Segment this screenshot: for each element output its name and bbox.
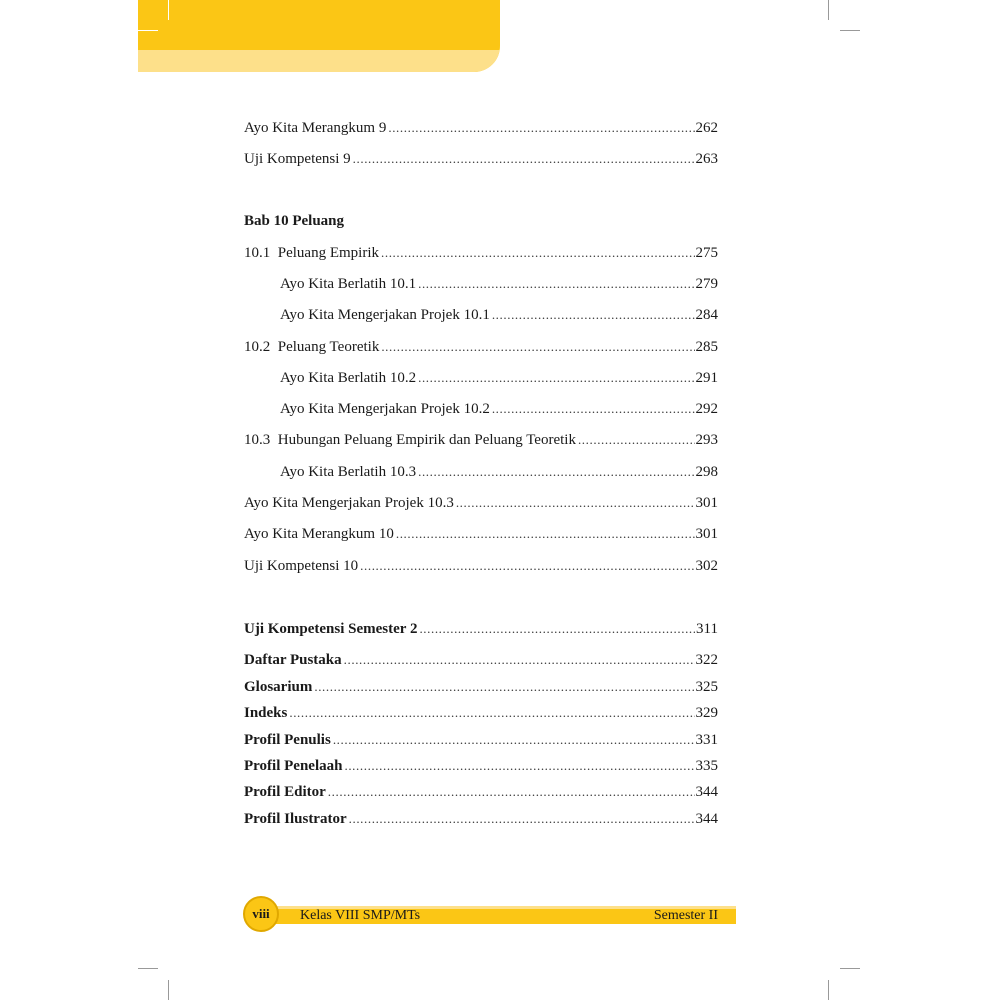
toc-entry-label: Ayo Kita Merangkum 10: [244, 526, 394, 542]
toc-entry-label: 10.1 Peluang Empirik: [244, 245, 379, 261]
toc-leader-dots: [419, 619, 695, 639]
toc-leader-dots: [381, 337, 694, 357]
toc-entry: [244, 756, 718, 776]
crop-mark: [828, 0, 829, 20]
toc-entry-label: Daftar Pustaka: [244, 652, 342, 668]
toc-entry-page: 284: [695, 307, 718, 323]
toc-entry-label: Ayo Kita Berlatih 10.3: [280, 464, 417, 480]
toc-entry-label: Ayo Kita Berlatih 10.1: [280, 276, 417, 292]
toc-entry-label: Glosarium: [244, 679, 313, 695]
footer-semester-label: Semester II: [653, 908, 718, 923]
crop-mark: [138, 968, 158, 969]
toc-entry: [244, 149, 718, 169]
toc-leader-dots: [328, 782, 695, 802]
toc-entry: [280, 462, 718, 482]
header-decoration: [138, 0, 500, 72]
toc-leader-dots: [353, 149, 695, 169]
toc-entry-label: Uji Kompetensi 10: [244, 558, 359, 574]
toc-leader-dots: [344, 650, 695, 670]
toc-leader-dots: [492, 305, 695, 325]
toc-entry-label: Ayo Kita Berlatih 10.2: [280, 370, 417, 386]
toc-entry: [280, 274, 718, 294]
toc-entry-label: 10.2 Peluang Teoretik: [244, 339, 380, 355]
toc-entry-label: Indeks: [244, 705, 288, 721]
toc-entry-label: Ayo Kita Merangkum 9: [244, 120, 387, 136]
crop-mark: [168, 980, 169, 1000]
toc-entry-page: 331: [695, 732, 718, 748]
toc-entry-page: 335: [695, 758, 718, 774]
toc-leader-dots: [333, 730, 695, 750]
toc-entry: [244, 243, 718, 263]
toc-entry-page: 292: [695, 401, 718, 417]
page-number-badge: [243, 896, 279, 932]
toc-entry-page: 311: [696, 621, 718, 637]
header-decoration-band: [138, 50, 500, 72]
toc-leader-dots: [396, 524, 695, 544]
toc-entry: [244, 782, 718, 802]
toc-entry-page: 325: [695, 679, 718, 695]
toc-entry: [244, 677, 718, 697]
toc-entry-label: Ayo Kita Mengerjakan Projek 10.3: [244, 495, 454, 511]
toc-entry: [244, 650, 718, 670]
toc-entry-page: 344: [695, 811, 718, 827]
crop-mark: [138, 30, 158, 31]
toc-entry-page: 291: [695, 370, 718, 386]
toc-entry-page: 275: [695, 245, 718, 261]
toc-entry: [280, 368, 718, 388]
toc-entry-page: 302: [695, 558, 718, 574]
toc-leader-dots: [578, 430, 695, 450]
toc-entry-page: 322: [695, 652, 718, 668]
toc-entry: [244, 619, 718, 639]
toc-entry-page: 298: [695, 464, 718, 480]
toc-entry: [244, 430, 718, 450]
page-number: viii: [252, 906, 270, 921]
toc-entry: [280, 399, 718, 419]
toc-entry-page: 344: [695, 784, 718, 800]
toc-leader-dots: [289, 703, 694, 723]
toc-leader-dots: [418, 274, 694, 294]
toc-entry-page: 293: [695, 432, 718, 448]
crop-mark: [168, 0, 169, 20]
toc-entry-label: Ayo Kita Mengerjakan Projek 10.2: [280, 401, 490, 417]
toc-leader-dots: [381, 243, 695, 263]
toc-entry-page: 301: [695, 526, 718, 542]
toc-entry: [244, 493, 718, 513]
toc-entry-page: 329: [695, 705, 718, 721]
toc-entry-page: 262: [695, 120, 718, 136]
crop-mark: [840, 968, 860, 969]
toc-entry: [244, 337, 718, 357]
toc-leader-dots: [418, 368, 694, 388]
toc-leader-dots: [418, 462, 694, 482]
toc-entry-page: 285: [695, 339, 718, 355]
toc-leader-dots: [349, 809, 695, 829]
toc-entry-label: Profil Penelaah: [244, 758, 343, 774]
toc-entry-label: Profil Editor: [244, 784, 326, 800]
toc-entry: [244, 556, 718, 576]
toc-leader-dots: [456, 493, 695, 513]
toc-entry-page: 279: [695, 276, 718, 292]
crop-mark: [828, 980, 829, 1000]
toc-entry: [244, 809, 718, 829]
toc-entry-label: Profil Penulis: [244, 732, 331, 748]
crop-mark: [840, 30, 860, 31]
toc-leader-dots: [360, 556, 694, 576]
toc-entry-label: Uji Kompetensi Semester 2: [244, 621, 418, 637]
toc-entry-page: 301: [695, 495, 718, 511]
toc-entry-page: 263: [695, 151, 718, 167]
toc-entry: [280, 305, 718, 325]
toc-entry-label: Profil Ilustrator: [244, 811, 347, 827]
toc-leader-dots: [344, 756, 694, 776]
chapter-heading: Bab 10 Peluang: [244, 213, 345, 229]
toc-entry-label: 10.3 Hubungan Peluang Empirik dan Peluang Teoretik: [244, 432, 576, 448]
toc-entry-label: Uji Kompetensi 9: [244, 151, 351, 167]
toc-leader-dots: [314, 677, 694, 697]
toc-leader-dots: [492, 399, 695, 419]
toc-entry: [244, 118, 718, 138]
toc-entry: [244, 524, 718, 544]
toc-entry-label: Ayo Kita Mengerjakan Projek 10.1: [280, 307, 490, 323]
toc-entry: [244, 703, 718, 723]
footer-class-label: Kelas VIII SMP/MTs: [300, 908, 421, 923]
toc-leader-dots: [388, 118, 694, 138]
toc-entry: [244, 730, 718, 750]
